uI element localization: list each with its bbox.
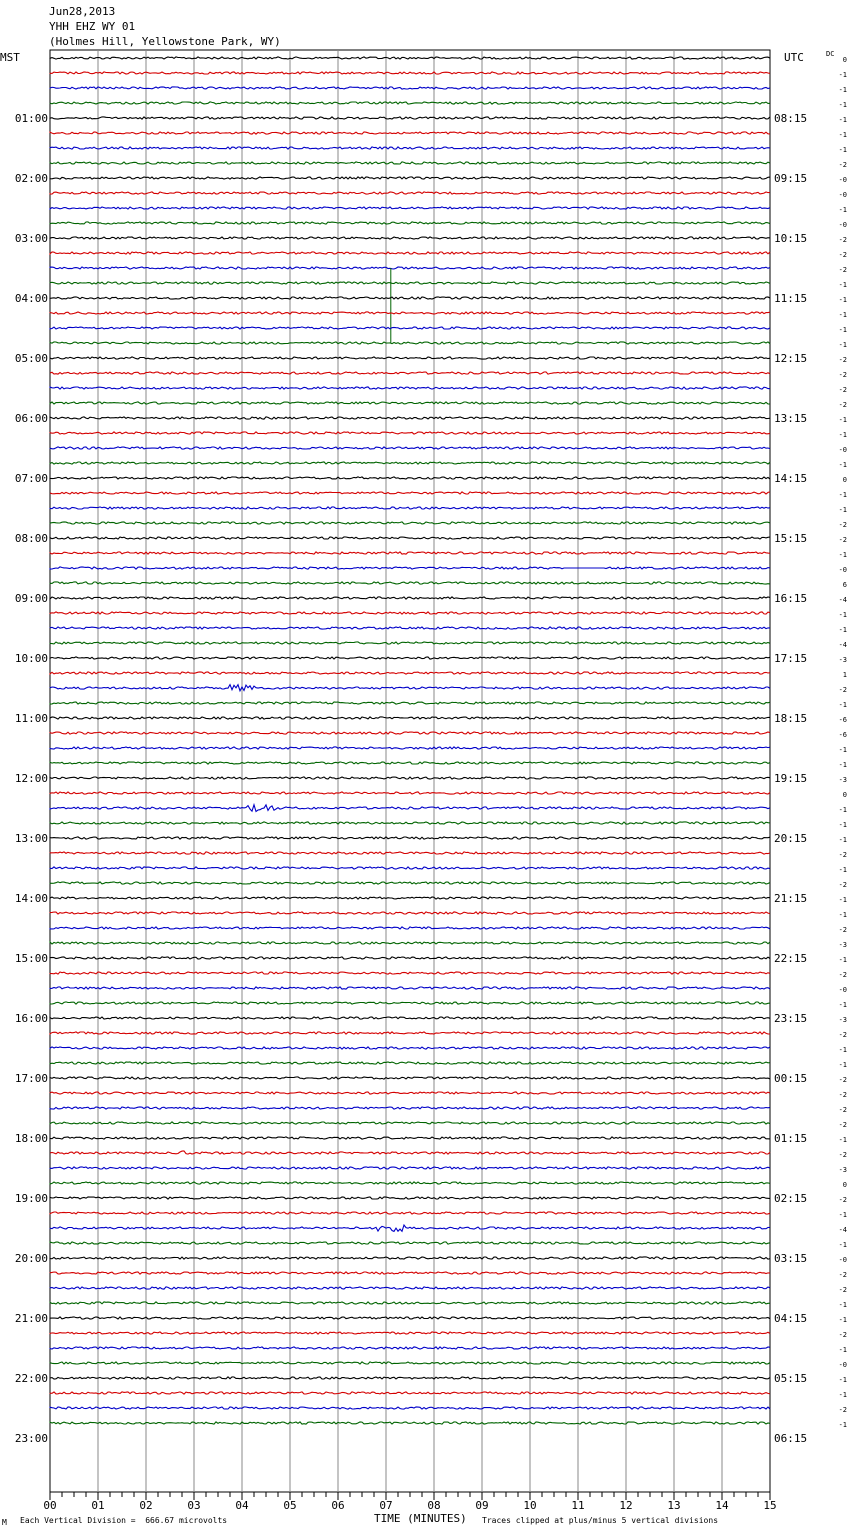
- x-tick-label: 08: [427, 1499, 441, 1512]
- trace-60: [50, 957, 770, 959]
- dc-offset-value: -2: [838, 851, 847, 859]
- x-tick-label: 04: [235, 1499, 249, 1512]
- dc-offset-value: -3: [838, 1166, 847, 1174]
- trace-84: [50, 1317, 770, 1319]
- dc-offset-value: -2: [838, 926, 847, 934]
- trace-91: [50, 1422, 770, 1424]
- left-hour-label: 19:00: [14, 1192, 48, 1205]
- right-hour-label: 23:15: [774, 1012, 808, 1025]
- trace-77: [50, 1212, 770, 1214]
- trace-56: [50, 897, 770, 899]
- trace-17: [50, 312, 770, 314]
- trace-39: [50, 642, 770, 644]
- trace-35: [50, 582, 770, 584]
- trace-47: [50, 762, 770, 764]
- x-tick-label: 12: [619, 1499, 633, 1512]
- trace-48: [50, 777, 770, 779]
- trace-19: [50, 342, 770, 344]
- dc-offset-value: -1: [838, 1301, 847, 1309]
- dc-offset-value: -2: [838, 1331, 847, 1339]
- right-hour-label: 09:15: [774, 172, 808, 185]
- right-hour-label: 21:15: [774, 892, 808, 905]
- dc-offset-value: 1: [842, 671, 847, 679]
- trace-7: [50, 162, 770, 164]
- dc-offset-value: -1: [838, 311, 847, 319]
- dc-offset-value: -1: [838, 1391, 847, 1399]
- dc-offset-value: -0: [838, 191, 847, 199]
- dc-offset-value: -2: [838, 536, 847, 544]
- left-hour-label: 15:00: [14, 952, 48, 965]
- left-hour-label: 12:00: [14, 772, 48, 785]
- right-hour-label: 02:15: [774, 1192, 808, 1205]
- left-hour-label: 21:00: [14, 1312, 48, 1325]
- dc-offset-value: -6: [838, 731, 847, 739]
- dc-offset-value: -2: [838, 1031, 847, 1039]
- dc-offset-value: 0: [842, 476, 847, 484]
- right-hour-label: 12:15: [774, 352, 808, 365]
- dc-offset-value: -0: [838, 1361, 847, 1369]
- trace-13: [50, 252, 770, 254]
- x-tick-label: 11: [571, 1499, 585, 1512]
- x-tick-label: 14: [715, 1499, 729, 1512]
- trace-25: [50, 432, 770, 434]
- left-hour-label: 17:00: [14, 1072, 48, 1085]
- trace-40: [50, 657, 770, 659]
- trace-44: [50, 717, 770, 719]
- trace-15: [50, 282, 770, 284]
- left-hour-label: 07:00: [14, 472, 48, 485]
- dc-offset-value: -2: [838, 1151, 847, 1159]
- x-tick-label: 10: [523, 1499, 537, 1512]
- dc-offset-value: 6: [842, 581, 847, 589]
- footer-mark: M: [2, 1518, 7, 1527]
- trace-34: [50, 567, 770, 569]
- x-tick-label: 15: [763, 1499, 777, 1512]
- trace-0: [50, 57, 770, 59]
- right-hour-label: 06:15: [774, 1432, 808, 1445]
- trace-38: [50, 627, 770, 629]
- left-hour-label: 13:00: [14, 832, 48, 845]
- trace-52: [50, 837, 770, 839]
- plot-frame: [50, 50, 770, 1492]
- dc-offset-value: -2: [838, 1196, 847, 1204]
- trace-18: [50, 327, 770, 329]
- trace-29: [50, 492, 770, 494]
- dc-offset-value: -1: [838, 806, 847, 814]
- dc-offset-value: -1: [838, 821, 847, 829]
- trace-74: [50, 1167, 770, 1169]
- dc-offset-value: -1: [838, 506, 847, 514]
- right-hour-label: 22:15: [774, 952, 808, 965]
- dc-offset-value: -1: [838, 896, 847, 904]
- right-hour-label: 11:15: [774, 292, 808, 305]
- dc-offset-value: -1: [838, 281, 847, 289]
- dc-offset-value: -4: [838, 596, 847, 604]
- dc-offset-value: -1: [838, 71, 847, 79]
- right-hour-label: 19:15: [774, 772, 808, 785]
- dc-offset-value: -1: [838, 461, 847, 469]
- trace-83: [50, 1302, 770, 1304]
- trace-66: [50, 1047, 770, 1049]
- trace-33: [50, 552, 770, 554]
- trace-64: [50, 1017, 770, 1019]
- right-hour-label: 18:15: [774, 712, 808, 725]
- trace-26: [50, 447, 770, 449]
- dc-offset-value: -3: [838, 656, 847, 664]
- x-tick-label: 05: [283, 1499, 297, 1512]
- trace-43: [50, 702, 770, 704]
- dc-offset-value: -1: [838, 746, 847, 754]
- dc-offset-value: 0: [842, 791, 847, 799]
- dc-offset-value: -1: [838, 131, 847, 139]
- trace-67: [50, 1062, 770, 1064]
- trace-14: [50, 267, 770, 269]
- dc-offset-value: -2: [838, 1271, 847, 1279]
- trace-16: [50, 297, 770, 299]
- dc-offset-value: -1: [838, 956, 847, 964]
- dc-offset-value: -1: [838, 551, 847, 559]
- dc-offset-value: -1: [838, 701, 847, 709]
- dc-offset-value: -4: [838, 1226, 847, 1234]
- trace-65: [50, 1032, 770, 1034]
- dc-offset-value: -1: [838, 146, 847, 154]
- trace-86: [50, 1347, 770, 1349]
- dc-offset-value: -0: [838, 566, 847, 574]
- dc-offset-value: -1: [838, 1046, 847, 1054]
- trace-9: [50, 192, 770, 194]
- trace-5: [50, 132, 770, 134]
- trace-6: [50, 147, 770, 149]
- trace-62: [50, 987, 770, 989]
- dc-offset-value: -2: [838, 251, 847, 259]
- trace-90: [50, 1407, 770, 1409]
- dc-offset-value: -1: [838, 431, 847, 439]
- left-hour-label: 20:00: [14, 1252, 48, 1265]
- dc-offset-value: 0: [842, 1181, 847, 1189]
- trace-76: [50, 1197, 770, 1199]
- trace-54: [50, 867, 770, 869]
- left-hour-label: 09:00: [14, 592, 48, 605]
- left-hour-label: 10:00: [14, 652, 48, 665]
- right-hour-label: 13:15: [774, 412, 808, 425]
- dc-offset-value: -1: [838, 416, 847, 424]
- right-hour-label: 10:15: [774, 232, 808, 245]
- trace-81: [50, 1272, 770, 1274]
- dc-offset-value: 0: [842, 56, 847, 64]
- dc-offset-value: -1: [838, 1376, 847, 1384]
- dc-offset-value: -2: [838, 236, 847, 244]
- dc-offset-value: -2: [838, 356, 847, 364]
- left-hour-label: 14:00: [14, 892, 48, 905]
- trace-87: [50, 1362, 770, 1364]
- x-tick-label: 03: [187, 1499, 201, 1512]
- right-hour-label: 14:15: [774, 472, 808, 485]
- dc-offset-value: -0: [838, 221, 847, 229]
- trace-10: [50, 207, 770, 209]
- footer-division-note: Each Vertical Division = 666.67 microvolts: [20, 1516, 228, 1525]
- trace-36: [50, 597, 770, 599]
- left-hour-label: 23:00: [14, 1432, 48, 1445]
- trace-71: [50, 1122, 770, 1124]
- x-tick-label: 07: [379, 1499, 393, 1512]
- trace-12: [50, 237, 770, 239]
- right-hour-label: 04:15: [774, 1312, 808, 1325]
- left-hour-label: 22:00: [14, 1372, 48, 1385]
- trace-46: [50, 747, 770, 749]
- dc-offset-value: -1: [838, 101, 847, 109]
- dc-label: DC: [826, 50, 835, 58]
- dc-offset-value: -1: [838, 86, 847, 94]
- dc-offset-value: -2: [838, 1076, 847, 1084]
- dc-offset-value: -3: [838, 941, 847, 949]
- station-id: YHH EHZ WY 01: [49, 20, 136, 33]
- dc-offset-value: -0: [838, 1256, 847, 1264]
- dc-offset-value: -1: [838, 1001, 847, 1009]
- trace-2: [50, 87, 770, 89]
- dc-offset-value: -1: [838, 326, 847, 334]
- trace-63: [50, 1002, 770, 1004]
- dc-offset-value: -2: [838, 386, 847, 394]
- footer-clip-note: Traces clipped at plus/minus 5 vertical divisions: [482, 1516, 719, 1525]
- dc-offset-value: -2: [838, 1121, 847, 1129]
- trace-22: [50, 387, 770, 389]
- right-hour-label: 08:15: [774, 112, 808, 125]
- trace-41: [50, 672, 770, 674]
- right-timezone: UTC: [784, 51, 804, 64]
- trace-70: [50, 1107, 770, 1109]
- left-hour-label: 05:00: [14, 352, 48, 365]
- trace-50: [50, 805, 770, 812]
- dc-offset-value: -2: [838, 971, 847, 979]
- trace-3: [50, 102, 770, 104]
- trace-75: [50, 1182, 770, 1184]
- trace-4: [50, 117, 770, 119]
- dc-offset-value: -6: [838, 716, 847, 724]
- right-hour-label: 05:15: [774, 1372, 808, 1385]
- trace-23: [50, 402, 770, 404]
- trace-79: [50, 1242, 770, 1244]
- x-tick-label: 00: [43, 1499, 57, 1512]
- trace-69: [50, 1092, 770, 1094]
- trace-55: [50, 882, 770, 884]
- station-location: (Holmes Hill, Yellowstone Park, WY): [49, 35, 281, 48]
- right-hour-label: 01:15: [774, 1132, 808, 1145]
- dc-offset-value: -1: [838, 206, 847, 214]
- trace-59: [50, 942, 770, 944]
- left-timezone: MST: [0, 51, 20, 64]
- x-tick-label: 06: [331, 1499, 345, 1512]
- dc-offset-value: -1: [838, 911, 847, 919]
- dc-offset-value: -1: [838, 116, 847, 124]
- dc-offset-value: -2: [838, 521, 847, 529]
- trace-28: [50, 477, 770, 479]
- dc-offset-value: -2: [838, 1106, 847, 1114]
- x-tick-label: 09: [475, 1499, 489, 1512]
- x-tick-label: 13: [667, 1499, 681, 1512]
- left-hour-label: 01:00: [14, 112, 48, 125]
- dc-offset-value: -2: [838, 1406, 847, 1414]
- dc-offset-value: -1: [838, 1061, 847, 1069]
- trace-88: [50, 1377, 770, 1379]
- plot-date: Jun28,2013: [49, 5, 116, 18]
- dc-offset-value: -1: [838, 1346, 847, 1354]
- dc-offset-value: -0: [838, 986, 847, 994]
- right-hour-label: 03:15: [774, 1252, 808, 1265]
- dc-offset-value: -1: [838, 761, 847, 769]
- left-hour-label: 16:00: [14, 1012, 48, 1025]
- right-hour-label: 17:15: [774, 652, 808, 665]
- dc-offset-value: -2: [838, 1091, 847, 1099]
- left-hour-label: 02:00: [14, 172, 48, 185]
- left-hour-label: 08:00: [14, 532, 48, 545]
- trace-24: [50, 417, 770, 419]
- trace-82: [50, 1287, 770, 1289]
- x-tick-label: 02: [139, 1499, 153, 1512]
- trace-49: [50, 792, 770, 794]
- dc-offset-value: -1: [838, 491, 847, 499]
- trace-8: [50, 177, 770, 179]
- left-hour-label: 04:00: [14, 292, 48, 305]
- dc-offset-value: -3: [838, 1016, 847, 1024]
- trace-20: [50, 357, 770, 359]
- left-hour-label: 03:00: [14, 232, 48, 245]
- dc-offset-value: -4: [838, 641, 847, 649]
- trace-53: [50, 852, 770, 854]
- right-hour-label: 00:15: [774, 1072, 808, 1085]
- x-axis-label: TIME (MINUTES): [374, 1512, 467, 1525]
- dc-offset-value: -1: [838, 626, 847, 634]
- dc-offset-value: -1: [838, 611, 847, 619]
- dc-offset-value: -0: [838, 446, 847, 454]
- right-hour-label: 16:15: [774, 592, 808, 605]
- dc-offset-value: -2: [838, 881, 847, 889]
- dc-offset-value: -1: [838, 1241, 847, 1249]
- dc-offset-value: -2: [838, 1286, 847, 1294]
- left-hour-label: 18:00: [14, 1132, 48, 1145]
- trace-73: [50, 1151, 770, 1154]
- trace-80: [50, 1257, 770, 1259]
- dc-offset-value: -1: [838, 1421, 847, 1429]
- trace-51: [50, 822, 770, 824]
- trace-45: [50, 732, 770, 734]
- dc-offset-value: -1: [838, 1211, 847, 1219]
- right-hour-label: 15:15: [774, 532, 808, 545]
- trace-32: [50, 537, 770, 539]
- trace-30: [50, 507, 770, 509]
- trace-78: [50, 1225, 770, 1231]
- trace-31: [50, 522, 770, 524]
- left-hour-label: 11:00: [14, 712, 48, 725]
- dc-offset-value: -1: [838, 1316, 847, 1324]
- dc-offset-value: -2: [838, 161, 847, 169]
- dc-offset-value: -2: [838, 371, 847, 379]
- trace-21: [50, 372, 770, 374]
- dc-offset-value: -1: [838, 341, 847, 349]
- dc-offset-value: -2: [838, 401, 847, 409]
- trace-57: [50, 912, 770, 914]
- trace-27: [50, 462, 770, 464]
- dc-offset-value: -1: [838, 296, 847, 304]
- trace-58: [50, 927, 770, 929]
- dc-offset-value: -3: [838, 776, 847, 784]
- trace-68: [50, 1077, 770, 1079]
- dc-offset-value: -1: [838, 866, 847, 874]
- trace-37: [50, 612, 770, 614]
- trace-1: [50, 72, 770, 74]
- trace-11: [50, 222, 770, 224]
- dc-offset-value: -1: [838, 836, 847, 844]
- dc-offset-value: -1: [838, 1136, 847, 1144]
- dc-offset-value: -2: [838, 266, 847, 274]
- trace-89: [50, 1392, 770, 1394]
- dc-offset-value: -0: [838, 176, 847, 184]
- trace-72: [50, 1137, 770, 1139]
- x-tick-label: 01: [91, 1499, 105, 1512]
- right-hour-label: 20:15: [774, 832, 808, 845]
- dc-offset-value: -2: [838, 686, 847, 694]
- trace-42: [50, 685, 770, 691]
- trace-85: [50, 1332, 770, 1334]
- trace-61: [50, 972, 770, 974]
- left-hour-label: 06:00: [14, 412, 48, 425]
